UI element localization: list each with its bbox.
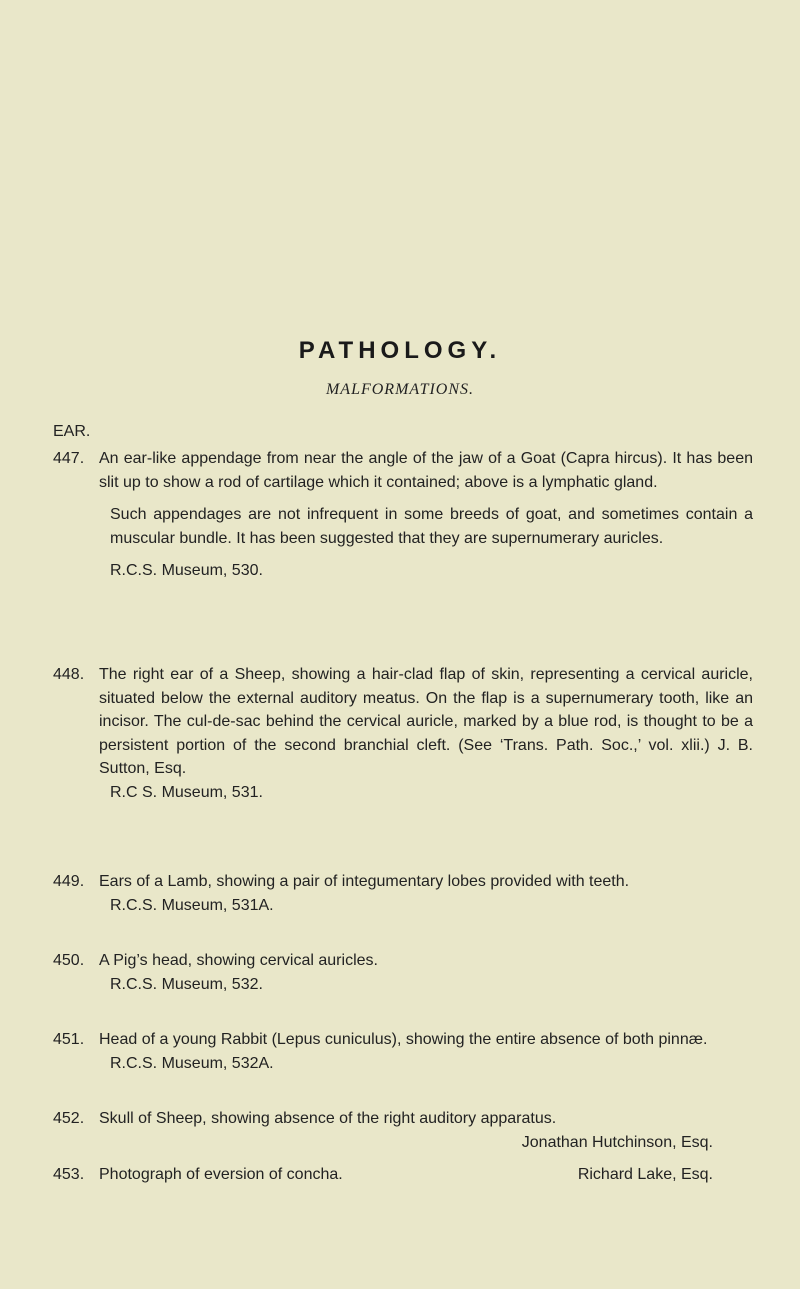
entry-447 [53, 447, 753, 583]
entry-text: Ears of a Lamb, showing a pair of integumentary lobes provided with teeth. [99, 873, 630, 890]
entry-448 [53, 663, 753, 804]
entry-449 [53, 870, 753, 917]
entry-number: 450. [53, 952, 85, 969]
section-heading: EAR. [53, 423, 91, 440]
entry-number: 447. [53, 450, 85, 467]
entry-number: 449. [53, 873, 85, 890]
entry-number: 451. [53, 1031, 85, 1048]
entry-row [99, 1163, 713, 1187]
page-title: PATHOLOGY. [298, 337, 502, 364]
entry-number: 452. [53, 1110, 85, 1127]
entry-text: Photograph of eversion of concha. [99, 1166, 343, 1183]
entry-453 [53, 1163, 753, 1187]
entry-number: 453. [53, 1166, 85, 1183]
entry-reference: R.C.S. Museum, 531A. [110, 896, 274, 914]
entry-text: The right ear of a Sheep, showing a hair-clad flap of skin, representing a cervical auricle, situated below the external auditory meatus. On the flap is a supernumerary tooth, like an incisor. The cul-de-sac behind the cervical auricle, marked by a blue rod, is thought to be a persistent portion of the second branchial cleft. (See ‘Trans. Path. Soc.,’ vol. xlii.) J. B. Sutton, Esq. [99, 666, 753, 777]
entry-450 [53, 949, 753, 996]
entry-text: Skull of Sheep, showing absence of the right auditory apparatus. [99, 1110, 557, 1127]
entry-451 [53, 1028, 753, 1075]
entry-number: 448. [53, 666, 85, 683]
entry-text: Head of a young Rabbit (Lepus cuniculus), showing the entire absence of both pinnæ. [99, 1031, 708, 1048]
entry-reference: R.C.S. Museum, 530. [110, 562, 263, 579]
entry-reference: R.C S. Museum, 531. [110, 783, 263, 801]
entry-donor: Jonathan Hutchinson, Esq. [521, 1133, 713, 1151]
entry-text: An ear-like appendage from near the angle of the jaw of a Goat (Capra hircus). It has been slit up to show a rod of cartilage which it contained; above is a lymphatic gland. [99, 450, 753, 491]
entry-donor: Richard Lake, Esq. [577, 1166, 713, 1183]
entry-452 [53, 1107, 753, 1154]
entry-reference: R.C.S. Museum, 532. [110, 975, 263, 993]
page-subtitle: MALFORMATIONS. [325, 381, 475, 398]
entry-text: A Pig’s head, showing cervical auricles. [99, 952, 378, 969]
entry-note: Such appendages are not infrequent in some breeds of goat, and sometimes contain a muscular bundle. It has been suggested that they are supernumerary auricles. [110, 506, 753, 547]
entry-reference: R.C.S. Museum, 532A. [110, 1054, 274, 1072]
